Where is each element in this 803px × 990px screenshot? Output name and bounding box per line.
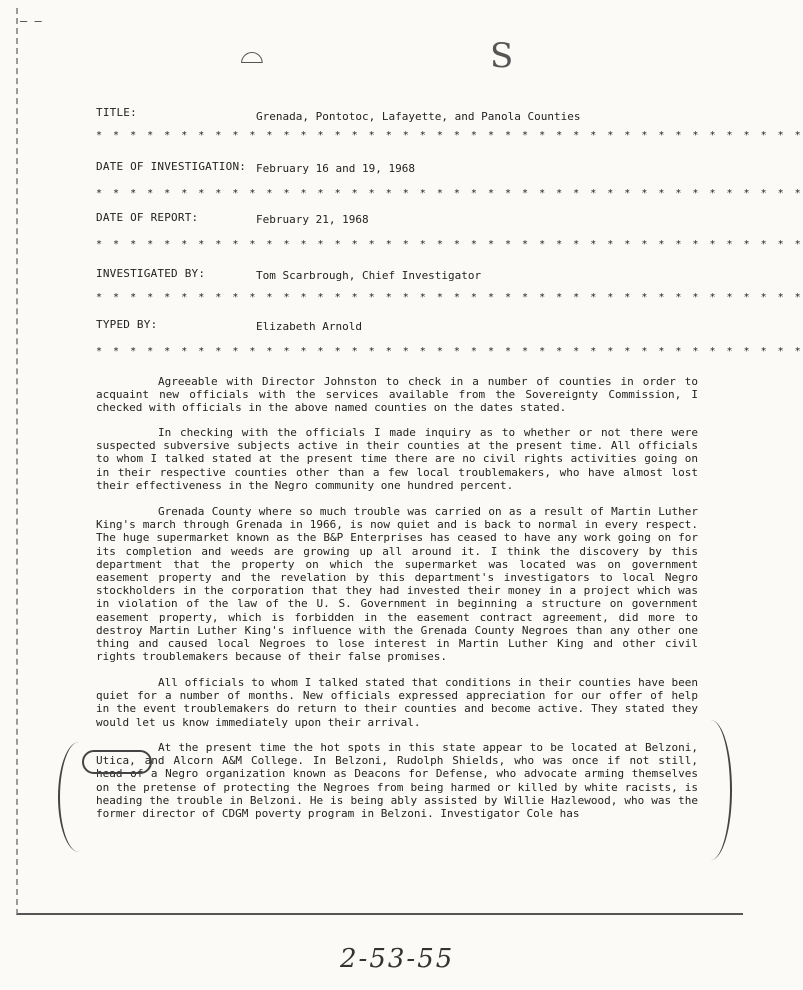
- typed-by-value: Elizabeth Arnold: [256, 320, 362, 333]
- separator: * * * * * * * * * * * * * * * * * * * * * * * * * * * * * * * * * * * * * * * * * *: [96, 130, 803, 141]
- scribble-mark: ⌓: [240, 36, 264, 71]
- paragraph-2: In checking with the officials I made inquiry as to whether or not there were suspected subversive subjects active in their counties at the present time. All officials to whom I talked stated at the present time there are no civil rights activities going on in their respective counties other than a few local troublemakers, who have almost lost their effectiveness in the Negro community one hundred percent.: [96, 426, 698, 492]
- date-investigation-label: DATE OF INVESTIGATION:: [96, 160, 247, 173]
- separator: * * * * * * * * * * * * * * * * * * * * * * * * * * * * * * * * * * * * * * * * * *: [96, 239, 803, 250]
- separator: * * * * * * * * * * * * * * * * * * * * * * * * * * * * * * * * * * * * * * * * * *: [96, 188, 803, 199]
- separator: * * * * * * * * * * * * * * * * * * * * * * * * * * * * * * * * * * * * * * * * * *: [96, 292, 803, 303]
- page-number: 2-53-55: [340, 944, 455, 974]
- separator: * * * * * * * * * * * * * * * * * * * * * * * * * * * * * * * * * * * * * * * * * *: [96, 346, 803, 357]
- date-investigation-value: February 16 and 19, 1968: [256, 162, 415, 175]
- paragraph-4: All officials to whom I talked stated that conditions in their counties have been quiet for a number of months. New officials expressed appreciation for our offer of help in the event troublemakers do return to their counties and become active. They stated they would let us know immediately upon their arrival.: [96, 676, 698, 729]
- typed-by-label: TYPED BY:: [96, 318, 158, 331]
- date-report-label: DATE OF REPORT:: [96, 211, 199, 224]
- scribble-mark: S: [490, 36, 514, 76]
- investigated-by-label: INVESTIGATED BY:: [96, 267, 206, 280]
- paragraph-1: Agreeable with Director Johnston to check in a number of counties in order to acquaint new officials with the services available from the Sovereignty Commission, I checked with officials in the above named counties on the dates stated.: [96, 375, 698, 415]
- paragraph-5: At the present time the hot spots in this state appear to be located at Belzoni, Utica, and Alcorn A&M College. In Belzoni, Rudolph Shields, who was once if not still, head of a Negro organization known as Deacons for Defense, who advocate arming themselves on the pretense of protecting the Negroes from being harmed or killed by white racists, is heading the trouble in Belzoni. He is being ably assisted by Willie Hazlewood, who was the former director of CDGM poverty program in Belzoni. Investigator Cole has: [96, 741, 698, 821]
- date-report-value: February 21, 1968: [256, 213, 369, 226]
- title-value: Grenada, Pontotoc, Lafayette, and Panola Counties: [256, 110, 581, 123]
- title-label: TITLE:: [96, 106, 137, 119]
- paragraph-3: Grenada County where so much trouble was carried on as a result of Martin Luther King's march through Grenada in 1966, is now quiet and is back to normal in every respect. The huge supermarket known as the B&P Enterprises has ceased to have any work going on for its completion and weeds are growing up all around it. I think the discovery by this department that the property on which the supermarket was located was on government easement property and the revelation by this department's investigators to local Negro stockholders in the corporation that they had invested their money in a project which was in violation of the law of the U. S. Government in beginning a structure on government easement property, which is forbidden in the easement contract agreement, did more to destroy Martin Luther King's influence with the Grenada County Negroes than any other one thing and caused local Negroes to lose interest in Martin Luther King and other civil rights troublemakers because of their false promises.: [96, 505, 698, 664]
- investigated-by-value: Tom Scarbrough, Chief Investigator: [256, 269, 482, 282]
- corner-mark: — ‒: [20, 14, 42, 28]
- handwritten-bracket-right: [690, 720, 732, 860]
- handwritten-bracket-left: [58, 742, 100, 852]
